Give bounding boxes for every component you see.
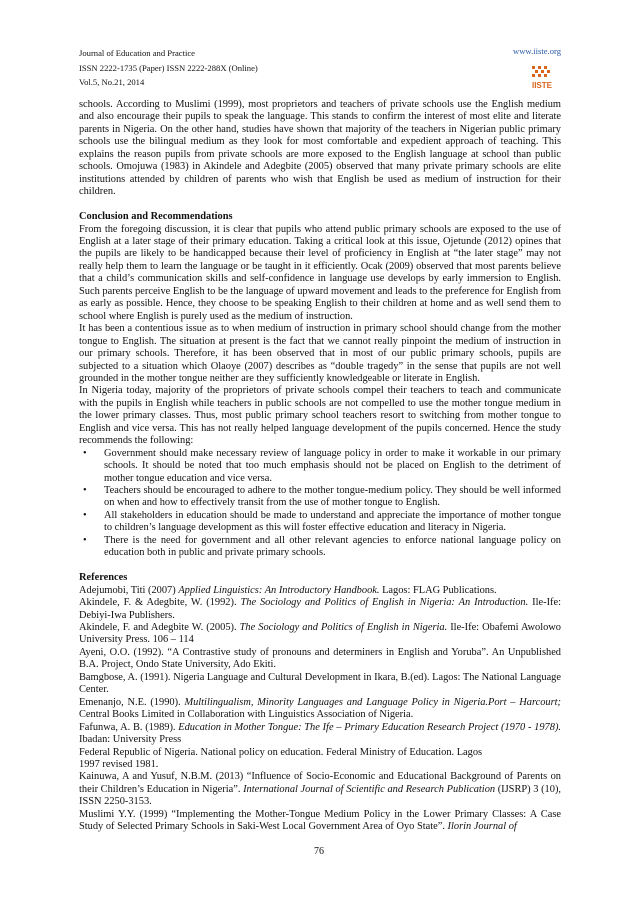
reference-item: Ayeni, O.O. (1992). “A Contrastive study of pronouns and determiners in English and Yoruba”. An Unpublished B.A. Project, Ondo State University, Ado Ekiti. (79, 646, 561, 671)
intro-paragraph: schools. According to Muslimi (1999), most proprietors and teachers of private schools use the English medium and also encourage their pupils to speak the language. This stands to confirm the interest of most elite and literate parents in Nigeria. On the other hand, studies have shown that majority of the teachers in Nigerian public primary schools use the bilingual medium as they look for most comfortable and expedient approach of teaching. This explains the reason pupils from private schools are more exposed to the English language at school than public schools. Omojuwa (1983) in Akindele and Adegbite (2005) observed that many private primary schools are elite institutions attended by children of parents who wish that English be used as medium of instruction for their children. (79, 99, 561, 198)
iiste-logo-icon (529, 65, 555, 91)
reference-item: Emenanjo, N.E. (1990). Multilingualism, Minority Languages and Language Policy in Nigeria.Port – Harcourt; Central Books Limited in Collaboration with Linguistics Association of Nigeria. (79, 696, 561, 721)
conclusion-paragraph-1: From the foregoing discussion, it is clear that pupils who attend public primary schools are exposed to the use of English at a later stage of their primary education. Taking a critical look at this issue, Ojetunde (2012) opines that the pupils are likely to be handicapped because their level of proficiency in English at “the later stage” may not really help them to learn the language or be taught in it efficiently. Ocak (2009) observed that most parents believe that a child’s communication skills and self-confidence in language use develops by early immersion to English. Such parents perceive English to be the language of upward movement and leads to the preference for English from as early as possible. Hence, they choose to be speaking English to their children at home and as well send them to school where English is purely used as the medium of instruction. (79, 223, 561, 322)
bullet-icon: • (83, 534, 87, 546)
bullet-icon: • (83, 509, 87, 521)
svg-text:IISTE: IISTE (531, 81, 553, 90)
conclusion-paragraph-2: It has been a contentious issue as to when medium of instruction in primary school should change from the mother tongue to English. The situation at present is the fact that we cannot really pinpoint the medium of instruction in our primary schools. Therefore, it has been observed that in most of our public primary schools, pupils are subjected to a situation which Olaoye (2007) describes as “double tragedy” in the sense that pupils are not well grounded in the mother tongue neither are they sufficiently knowledgeable or literate in English. (79, 323, 561, 384)
recommendation-item: • All stakeholders in education should be made to understand and appreciate the importance of mother tongue to children’s language development as this will foster effective education and literacy in Nigeria. (83, 509, 561, 534)
recommendation-item: • Teachers should be encouraged to adhere to the mother tongue-medium policy. They should be well informed on when and how to effectively transit from the use of mother tongue to English. (83, 485, 561, 509)
reference-item: 1997 revised 1981. (79, 758, 159, 770)
issn-line: ISSN 2222-1735 (Paper) ISSN 2222-288X (Online) (79, 62, 258, 73)
journal-url-link[interactable]: www.iiste.org (513, 46, 561, 56)
recommendation-item: • Government should make necessary review of language policy in order to make it workable in our primary schools. It should be noted that too much emphasis should not be placed on English to the detriment of mother tongue education and vice versa. (83, 447, 561, 484)
journal-name: Journal of Education and Practice (79, 48, 195, 58)
reference-item: Muslimi Y.Y. (1999) “Implementing the Mother-Tongue Medium Policy in the Lower Primary Classes: A Case Study of Selected Primary Schools in Saki-West Local Government Area of Oyo State”. Ilorin Journal of (79, 808, 561, 833)
bullet-icon: • (83, 485, 87, 497)
recommendations-list (79, 448, 561, 560)
reference-item: Federal Republic of Nigeria. National policy on education. Federal Ministry of Education. Lagos (79, 746, 483, 758)
reference-item: Akindele, F. & Adegbite, W. (1992). The Sociology and Politics of English in Nigeria: An Introduction. Ile-Ife: Debiyi-Iwa Publishers. (79, 597, 561, 621)
page-header (79, 46, 561, 96)
article-body (79, 99, 561, 834)
reference-item: Kainuwa, A and Yusuf, N.B.M. (2013) “Influence of Socio-Economic and Educational Background of Parents on their Children’s Education in Nigeria”. International Journal of Scientific and Research Publication (IJSRP) 3 (10), ISSN 2250-3153. (79, 771, 561, 808)
reference-item: Fafunwa, A. B. (1989). Education in Mother Tongue: The Ife – Primary Education Research Project (1970 - 1978). Ibadan: University Press (79, 721, 562, 746)
reference-item: Bamgbose, A. (1991). Nigeria Language and Cultural Development in Ikara, B.(ed). Lagos: The National Language Center. (79, 671, 561, 696)
conclusion-paragraph-3: In Nigeria today, majority of the proprietors of private schools compel their teachers to teach and communicate with the pupils in English while teachers in public schools are not compelled to use the mother tongue medium in the lower primary classes. Thus, most public primary school teachers resort to switching from mother tongue to English and vice versa. This has not really helped language development of the pupils concerned. Hence the study recommends the following: (79, 385, 561, 447)
reference-item: Akindele, F. and Adegbite W. (2005). The Sociology and Politics of English in Nigeria. Ile-Ife: Obafemi Awolowo University Press. 106 – 114 (79, 622, 561, 646)
bullet-icon: • (83, 447, 87, 459)
recommendation-item: • There is the need for government and all other relevant agencies to enforce national language policy on education both in public and private primary schools. (83, 534, 561, 559)
references-heading: References (79, 572, 128, 584)
volume-line: Vol.5, No.21, 2014 (79, 77, 145, 87)
page-number: 76 (314, 846, 324, 857)
reference-item: Adejumobi, Titi (2007) Applied Linguistics: An Introductory Handbook. Lagos: FLAG Publications. (79, 584, 497, 596)
conclusion-heading: Conclusion and Recommendations (79, 211, 233, 223)
